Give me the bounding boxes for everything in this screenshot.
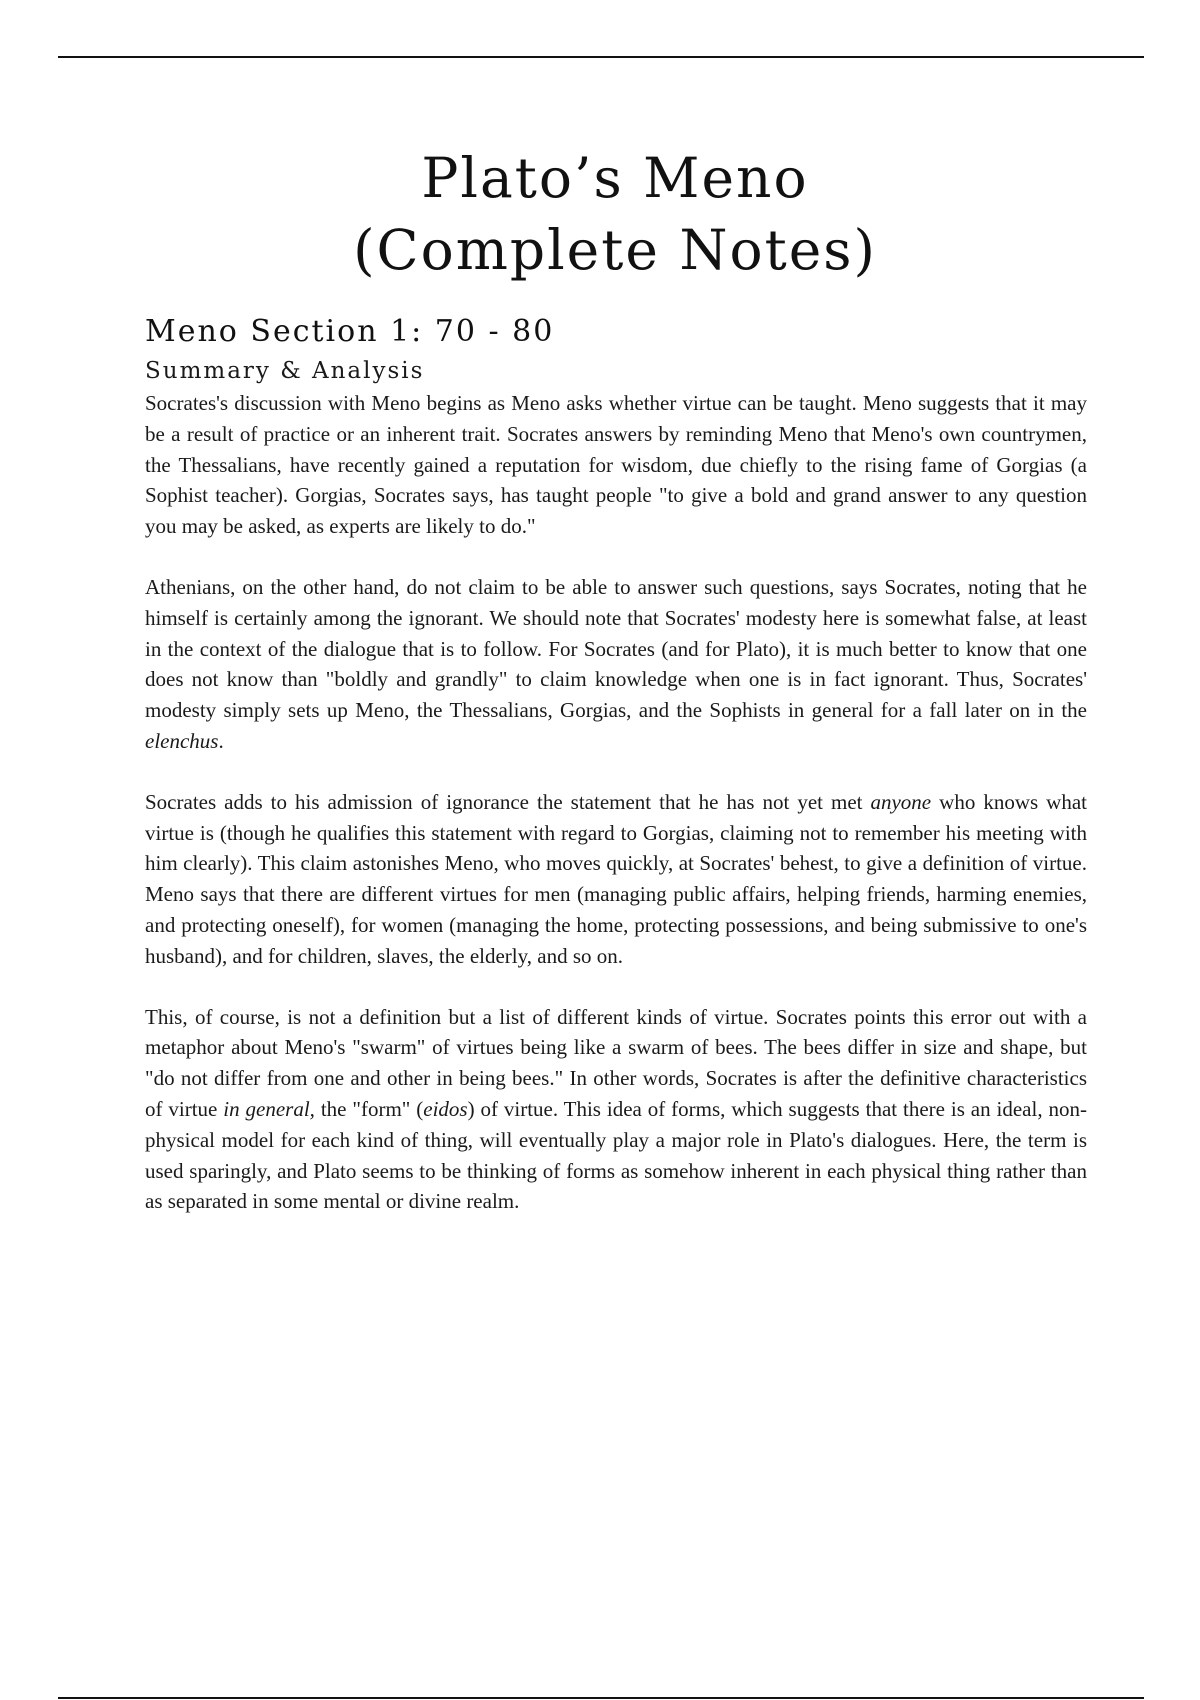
sub-heading: Summary & Analysis [145,358,425,384]
document-body [145,312,1087,1247]
paragraph-2 [145,572,1087,757]
paragraph-2-italic: elenchus [145,728,219,753]
paragraph-4-middle: the "form" ( [314,1096,424,1121]
section-heading: Meno Section 1: 70 - 80 [145,314,555,349]
paragraph-3-end: who knows what virtue is (though he qualifies this statement with regard to Gorgias, claiming not to remember his meeting with him clearly). This claim astonishes Meno, who moves quickly, at Socrates' behest, to give a definition of virtue. Meno says that there are different virtues for men (managing public affairs, helping friends, harming enemies, and protecting oneself), for women (managing the home, protecting possessions, and being submissive to one's husband), and for children, slaves, the elderly, and so on. [145,789,1087,968]
paragraph-3-text: Socrates adds to his admission of ignorance the statement that he has not yet met [145,789,871,814]
paragraph-4-italic-1: in general, [223,1096,315,1121]
page-title [0,142,1200,286]
paragraph-3 [145,787,1087,972]
top-rule [58,56,1144,58]
bottom-rule [58,1697,1144,1699]
paragraph-1: Socrates's discussion with Meno begins as Meno asks whether virtue can be taught. Meno suggests that it may be a result of practice or an inherent trait. Socrates answers by reminding Meno that Meno's own countrymen, the Thessalians, have recently gained a reputation for wisdom, due chiefly to the rising fame of Gorgias (a Sophist teacher). Gorgias, Socrates says, has taught people "to give a bold and grand answer to any question you may be asked, as experts are likely to do." [145,391,1087,539]
paragraph-4-end: ) of virtue. This idea of forms, which suggests that there is an ideal, non-physical model for each kind of thing, will eventually play a major role in Plato's dialogues. Here, the term is used sparingly, and Plato seems to be thinking of forms as somehow inherent in each physical thing rather than as separated in some mental or divine realm. [145,1096,1087,1214]
paragraph-2-end: . [218,728,224,753]
paragraph-3-italic: anyone [870,789,932,814]
paragraph-4 [145,1002,1087,1218]
paragraph-4-text: This, of course, is not a definition but a list of different kinds of virtue. Socrates points this error out with a metaphor about Meno's "swarm" of virtues being like a swarm of bees. The bees differ in size and shape, but "do not differ from one and other in being bees." In other words, Socrates is after the definitive characteristics of virtue [145,1004,1087,1121]
paragraph-4-italic-2: eidos [423,1096,468,1121]
paragraph-2-text: Athenians, on the other hand, do not claim to be able to answer such questions, says Socrates, noting that he himself is certainly among the ignorant. We should note that Socrates' modesty here is somewhat false, at least in the context of the dialogue that is to follow. For Socrates (and for Plato), it is much better to know that one does not know than "boldly and grandly" to claim knowledge when one is in fact ignorant. Thus, Socrates' modesty simply sets up Meno, the Thessalians, Gorgias, and the Sophists in general for a fall later on in the [145,574,1087,723]
title-line-2: (Complete Notes) [353,218,877,282]
title-line-1: Plato’s Meno [421,146,809,210]
